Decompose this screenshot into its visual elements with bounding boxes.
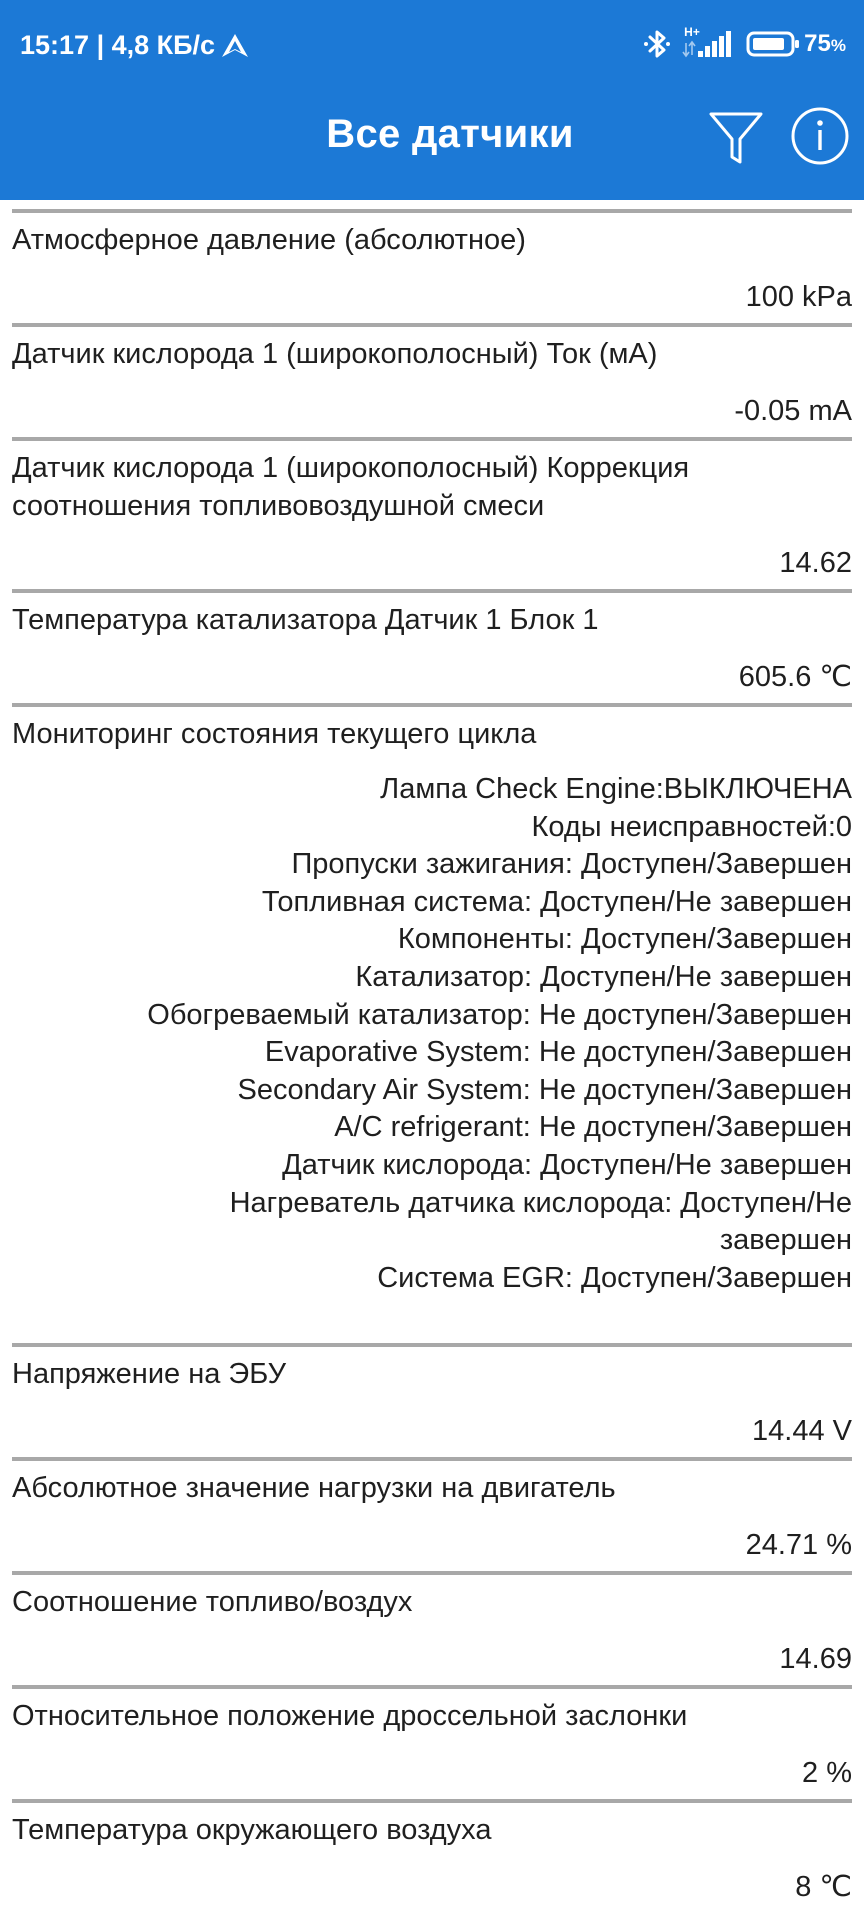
sensor-item-atmospheric-pressure <box>0 213 864 323</box>
sensor-item-ecu-voltage <box>0 1347 864 1457</box>
signal-bars-icon <box>682 29 734 59</box>
sensor-label: Мониторинг состояния текущего цикла <box>12 718 537 750</box>
sensor-value: -0.05 mA <box>734 395 852 427</box>
sensor-label: Соотношение топливо/воздух <box>12 1586 413 1619</box>
sensor-value: 14.44 V <box>752 1415 852 1448</box>
bluetooth-icon <box>642 28 672 60</box>
status-line: Система EGR: Доступен/Завершен <box>377 1261 852 1294</box>
sensor-item-throttle-position <box>0 1689 864 1799</box>
sensor-label: Напряжение на ЭБУ <box>12 1358 287 1391</box>
sensor-value: 24.71 % <box>745 1529 852 1562</box>
sensor-label: Атмосферное давление (абсолютное) <box>12 224 526 256</box>
sensor-label: Абсолютное значение нагрузки на двигатель <box>12 1472 616 1505</box>
status-left <box>20 30 249 61</box>
sensor-value: 100 kPa <box>745 281 852 313</box>
sensor-list[interactable] <box>0 200 864 1913</box>
sensor-value: 605.6 ℃ <box>738 661 852 693</box>
filter-icon <box>708 108 764 168</box>
sensor-item-ambient-temperature <box>0 1803 864 1913</box>
status-line: Пропуски зажигания: Доступен/Завершен <box>291 848 852 881</box>
status-line: A/C refrigerant: Не доступен/Завершен <box>334 1111 852 1144</box>
info-button[interactable] <box>790 106 850 166</box>
monitor-status-lines <box>12 753 852 1343</box>
title-bar <box>0 96 864 200</box>
status-line: Обогреваемый катализатор: Не доступен/Завершен <box>147 998 852 1031</box>
status-line: Компоненты: Доступен/Завершен <box>397 923 852 956</box>
status-line: Топливная система: Доступен/Не завершен <box>261 885 852 918</box>
status-line: Evaporative System: Не доступен/Завершен <box>264 1036 852 1069</box>
battery-level: 75% <box>804 30 846 57</box>
sensor-value: 14.62 <box>779 547 852 579</box>
sensor-item-monitor-status <box>0 707 864 1343</box>
sensor-value: 14.69 <box>779 1643 852 1676</box>
sensor-label: Датчик кислорода 1 (широкополосный) Коррекция соотношения топливовоздушной смеси <box>12 452 690 522</box>
app-bar <box>0 0 864 200</box>
status-right <box>642 25 846 60</box>
status-line: Лампа Check Engine:ВЫКЛЮЧЕНА <box>380 773 852 805</box>
status-line: Датчик кислорода: Доступен/Не завершен <box>282 1148 852 1181</box>
page-title: Все датчики <box>326 112 574 156</box>
info-icon <box>790 106 850 166</box>
status-line: завершен <box>719 1224 852 1257</box>
status-line: Нагреватель датчика кислорода: Доступен/Не <box>229 1186 852 1219</box>
status-separator: | <box>89 30 112 60</box>
status-bar <box>0 0 864 96</box>
sensor-label: Температура окружающего воздуха <box>12 1814 492 1847</box>
sensor-item-catalyst-temperature <box>0 593 864 703</box>
sensor-value: 8 ℃ <box>795 1871 852 1904</box>
sensor-value: 2 % <box>802 1757 852 1790</box>
sensor-label: Температура катализатора Датчик 1 Блок 1 <box>12 604 599 636</box>
sensor-item-absolute-load <box>0 1461 864 1571</box>
status-speed: 4,8 КБ/с <box>111 30 216 60</box>
sensor-item-fuel-air-ratio <box>0 1575 864 1685</box>
sensor-item-o2-current <box>0 327 864 437</box>
network-type: H+ <box>684 25 700 39</box>
filter-button[interactable] <box>708 108 764 168</box>
sensor-label: Относительное положение дроссельной заслонки <box>12 1700 688 1733</box>
sensor-item-o2-ratio <box>0 441 864 589</box>
status-time: 15:17 <box>20 30 90 60</box>
sensor-label: Датчик кислорода 1 (широкополосный) Ток (мА) <box>12 338 658 370</box>
status-line: Secondary Air System: Не доступен/Завершен <box>237 1073 852 1106</box>
navigation-arrow-icon <box>221 33 249 59</box>
battery-icon <box>746 30 800 58</box>
status-line: Катализатор: Доступен/Не завершен <box>355 960 852 993</box>
status-line: Коды неисправностей:0 <box>531 810 852 843</box>
